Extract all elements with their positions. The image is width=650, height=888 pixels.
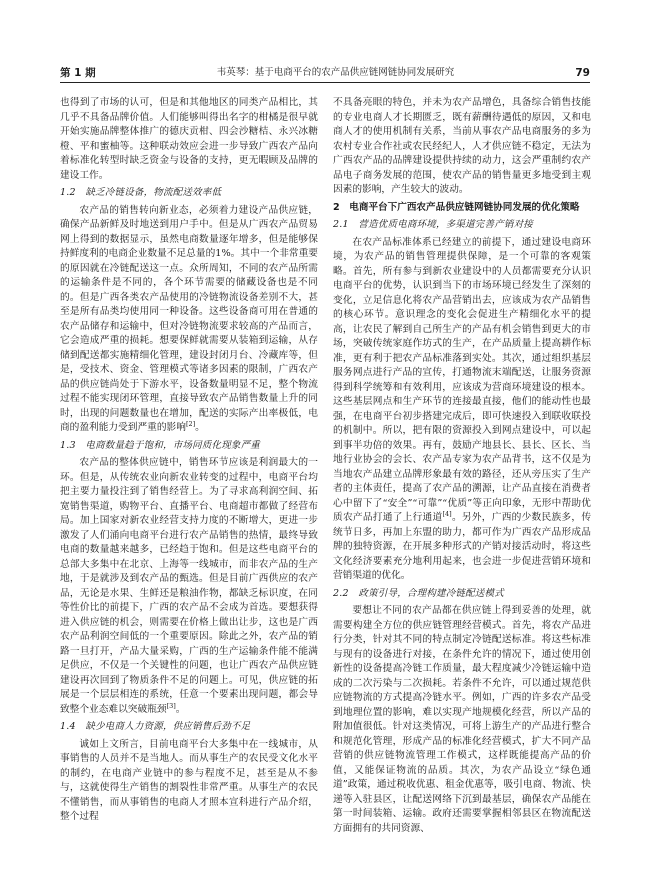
running-header: [60, 60, 590, 80]
paragraph-text: 。: [175, 703, 186, 715]
page-number: 79: [575, 67, 590, 79]
paragraph: [333, 236, 591, 584]
section-heading-1-3: 1.3 电商数量趋于饱和，市场同质化现象严重: [60, 439, 261, 451]
paragraph-text: 农产品的整体供应链中，销售环节应该是利润最大的一环。但是，从传统农业向新农业转变的过程中，电商平台均把主要力量投注到了销售经营上。为了寻求高利润空间、拓宽销售渠道，购物平台、直播平台、电商超市都做了经营布局。加上国家对新农业经营支持力度的不断增大，更进一步激发了人们涌向电商平台进行农产品销售的热情，最终导致电商的数量越来越多，已经趋于饱和。但是这些电商平台的总部大多集中在北京、上海等一线城市，而非农产品的生产地，于是就涉及到农产品的甄选。但是目前广西供应的农产品，无论是水果、生鲜还是粮油作物，都缺乏标识度，在同等性价比的前提下，广西的农产品不会成为首选。要想获得进入供应链的机会，则需要在价格上做出让步，这也是广西农产品利润空间低的一个重要原因。除此之外，农产品的销路一旦打开，产品大量采购，广西的生产运输条件能不能满足供应，不仅是一个关键性的问题，也让广西农产品供应链建设再次回到了物质条件不足的问题上。可见，供应链的拓展是一个层层相连的系统，任意一个要素出现问题，都会导致整个业态难以突破瓶颈: [60, 457, 318, 715]
header-rule: [60, 82, 590, 83]
issue-label: 第 1 期: [60, 67, 96, 79]
paragraph-text: 在农产品标准体系已经建立的前提下，通过建设电商环境，为农产品的销售管理提供保障，是一个可靠的客观策略。首先，所有参与到新农业建设中的人员都需要充分认识电商平台的优势，认识到当下的市场环境已经发生了深刻的变化，立足信息化将农产品营销出去，应该成为农产品销售的核心环节。意识理念的变化会促进生产精细化水平的提高，让农民了解到自己所生产的产品有机会销售到更大的市场，突破传统家庭作坊式的生产，在产品质量上提高耕作标准，更有利于把农产品标准落到实处。其次，通过组织基层服务网点进行产品的宣传，打通物流末端配送，让服务资源得到科学统筹和有效利用，应该成为营商环境建设的根本。这些基层网点和生产环节的连接最直接，他们的能动性也最强，在电商平台初步搭建完成后，即可快速投入到联收联投的机制中。所以，把有限的资源投入到网点建设中，可以起到事半功倍的效果。再有，鼓励产地县长、县长、区长、当地行业协会的会长、农产品专家为农产品背书，这不仅是为当地农产品建立品牌形象最有效的路径，还从旁压实了生产者的主体责任，提高了农产品的溯源，让产品直接在消费者心中留下了“安全”“可靠”“优质”等正向印象，无形中帮助优质农产品打通了上行通道: [333, 236, 591, 523]
running-title: 韦英琴：基于电商平台的农产品供应链网链协同发展研究: [216, 67, 455, 78]
section-heading-1-4: 1.4 缺少电商人力资源，供应销售后劲不足: [60, 721, 251, 732]
section-heading-2: 2 电商平台下广西农产品供应链网链协同发展的优化策略: [333, 201, 580, 213]
section-heading-2-2: 2.2 政策引导，合理构建冷链配送模式: [333, 587, 504, 599]
paragraph: 要想让不同的农产品都在供应链上得到妥善的处理，就需要构建全方位的供应链管理经营模式。首先，将农产品进行分类，针对其不同的特点制定冷链配送标准。将这些标准与现有的设备进行对接，在条件允许的情况下，通过使用创新性的设备提高冷链工作质量，最大程度减少冷链运输中造成的二次污染与二次损耗。若条件不允许，可以通过规范供应链物流的方式提高冷链水平。例如，广西的许多农产品受到地理位置的影响，难以实现产地规模化经营，所以产品的附加值很低。针对这类情况，可将上游生产的产品进行整合和规范化管理，形成产品的标准化经营模式，扩大不同产品营销的供应链物流管理工作模式，这样既能提高产品的价值，又能保证物流的品质。其次，为农产品设立“绿色通道”政策，通过税收优惠、租金优惠等，吸引电商、物流、快递等入驻县区，让配送网络下沉到最基层，确保农产品能在第一时间装箱、运输。政府还需要掌握相邻县区在物流配送方面拥有的共同资源、: [333, 605, 591, 834]
citation-ref[interactable]: [4]: [442, 509, 452, 518]
left-column: [60, 96, 318, 844]
citation-ref[interactable]: [2]: [185, 419, 196, 428]
section-heading-2-1: 2.1 营造优质电商环境，多渠道完善产销对接: [333, 219, 534, 230]
paragraph: 诚如上文所言，目前电商平台大多集中在一线城市，从事销售的人员并不是当地人。而从事生产的农民受文化水平的制约，在电商产业链中的参与程度不足，甚至是从不参与，这就使得生产销售的割裂性非常严重。从事生产的农民不懂销售，而从事销售的电商人才照本宣科进行产品介绍，整个过程: [60, 738, 318, 822]
paragraph-text: 农产品的销售转向新业态，必须着力建设产品供应链，确保产品新鲜及时地送到用户手中。但是从广西农产品贸易网上得到的数据显示，虽然电商数量逐年增多，但是能够保持鲜度利的电商企业数量不足总量的1%。其中一个非常重要的原因就在冷链配送这一点。众所周知，不同的农产品所需的运输条件是不同的，各个环节需要的储藏设备也是不同的。但是广西各类农产品使用的冷链物流设备差别不大，甚至是所有品类均使用同一种设备。这些设备商可用在普通的农产品储存和运输中，但对冷链物流要求较高的产品而言，它会造成严重的损耗。想要保鲜就需要从装箱到运输，从存储到配送都实施精细化管理，建设封闭月台、冷藏库等，但是，受技术、资金、管理模式等诸多因素的限制，广西农产品的供应链尚处于下游水平，设备数量明显不足，整个物流过程不能实现闭环管理，直接导致农产品销售数量上升的同时，出现的问题数量也在增加，配送的实际产出率极低，电商的盈利能力受到严重的影响: [60, 204, 318, 433]
right-column: [333, 96, 591, 844]
section-heading-1-2: 1.2 缺乏冷链设备，物流配送效率低: [60, 187, 222, 198]
paragraph-text: 。: [195, 422, 205, 433]
paragraph: [60, 456, 318, 717]
citation-ref[interactable]: [3]: [166, 701, 176, 710]
paragraph: 不具备亮眼的特色，并未为农产品增色，具备综合销售技能的专业电商人才长期匮乏，既有薪酬待遇低的原因，又和电商人才的使用机制有关系，当前从事农产品电商服务的多为农村专业合作社或农民经纪人，人才供应链不稳定，无法为广西农产品的品牌建设提供持续的动力，这会严重制约农产品电子商务发展的范围，使农产品的销售量更多地受到主观因素的影响，产生较大的波动。: [333, 97, 591, 195]
paragraph: 也得到了市场的认可，但是和其他地区的同类产品相比，其几乎不具备品牌价值。人们能够叫得出名字的柑橘是很早就开始实施品牌整体推广的德庆贡柑、四会沙糖桔、永兴冰糖橙、平和蜜柚等。这种联动效应会进一步导致广西农产品向着标准化转型时缺乏资金与设备的支持，更无暇顾及品牌的建设工作。: [60, 97, 318, 181]
paragraph: [60, 204, 318, 436]
paragraph-text: 。另外，广西的少数民族多，传统节日多，再加上东盟的助力，都可作为广西农产品形成品牌的独特资源，在开展多种形式的产销对接活动时，将这些文化经济要素充分地利用起来，也会进一步促进营销环境和营销渠道的优化。: [333, 512, 591, 581]
